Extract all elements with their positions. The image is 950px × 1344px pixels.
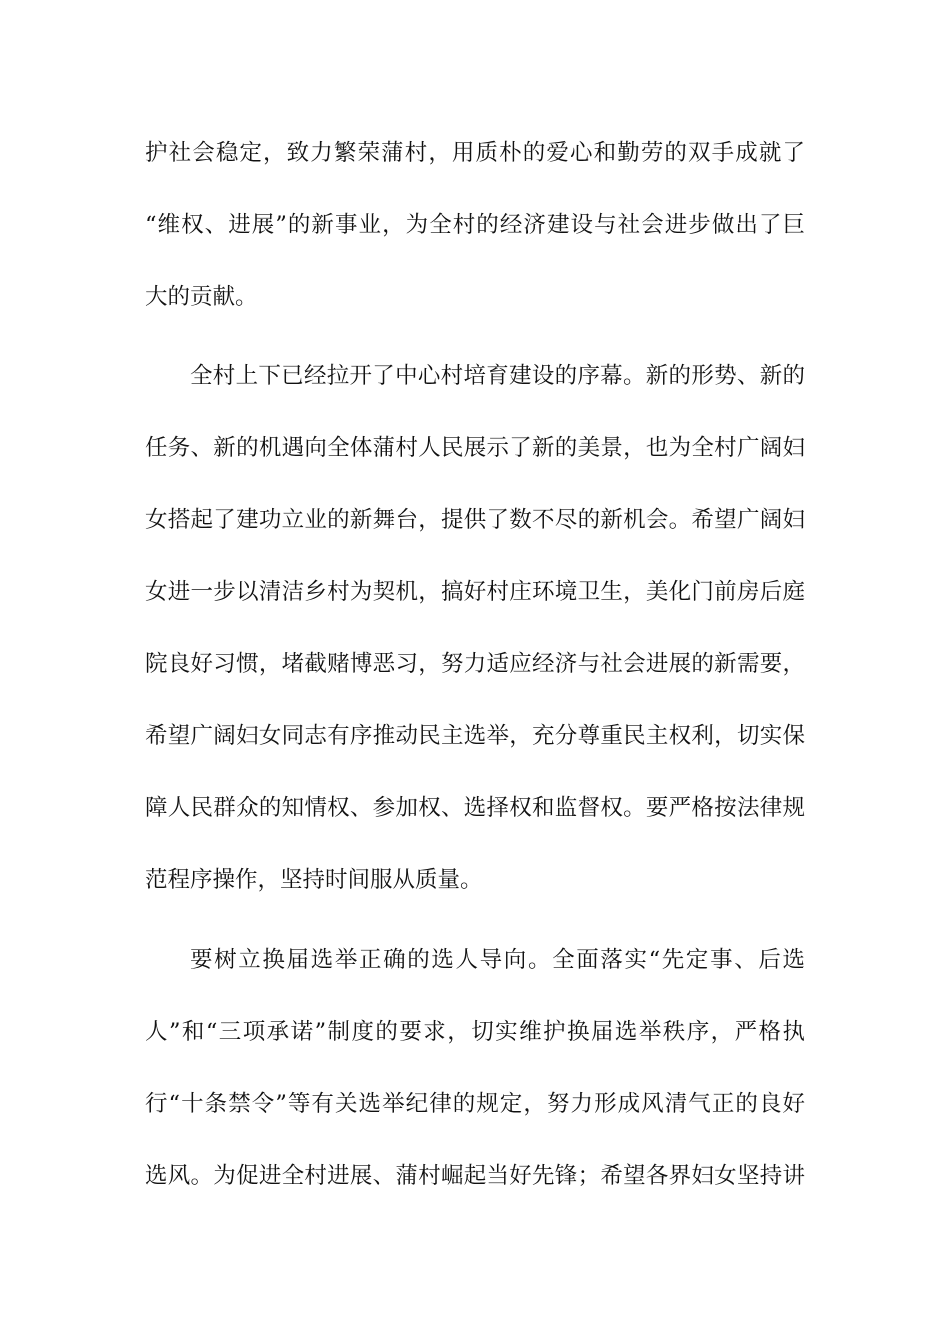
text-line: 女搭起了建功立业的新舞台，提供了数不尽的新机会。希望广阔妇 xyxy=(145,507,805,533)
text-line: 范程序操作，坚持时间服从质量。 xyxy=(145,867,483,893)
text-line: 护社会稳定，致力繁荣蒲村，用质朴的爱心和勤劳的双手成就了 xyxy=(145,140,805,166)
text-line: 要树立换届选举正确的选人导向。全面落实“先定事、后选 xyxy=(190,947,805,973)
text-line: 人”和“三项承诺”制度的要求，切实维护换届选举秩序，严格执 xyxy=(145,1019,805,1045)
text-line: 任务、新的机遇向全体蒲村人民展示了新的美景，也为全村广阔妇 xyxy=(145,435,805,461)
text-line: 障人民群众的知情权、参加权、选择权和监督权。要严格按法律规 xyxy=(145,795,805,821)
text-line: 行“十条禁令”等有关选举纪律的规定，努力形成风清气正的良好 xyxy=(145,1091,805,1117)
text-line: “维权、进展”的新事业，为全村的经济建设与社会进步做出了巨 xyxy=(145,212,805,238)
text-line: 院良好习惯，堵截赌博恶习，努力适应经济与社会进展的新需要， xyxy=(145,651,805,677)
text-line: 女进一步以清洁乡村为契机，搞好村庄环境卫生，美化门前房后庭 xyxy=(145,579,805,605)
text-line: 全村上下已经拉开了中心村培育建设的序幕。新的形势、新的 xyxy=(190,363,805,389)
text-line: 选风。为促进全村进展、蒲村崛起当好先锋；希望各界妇女坚持讲 xyxy=(145,1163,805,1189)
text-line: 大的贡献。 xyxy=(145,284,258,310)
text-line: 希望广阔妇女同志有序推动民主选举，充分尊重民主权利，切实保 xyxy=(145,723,805,749)
